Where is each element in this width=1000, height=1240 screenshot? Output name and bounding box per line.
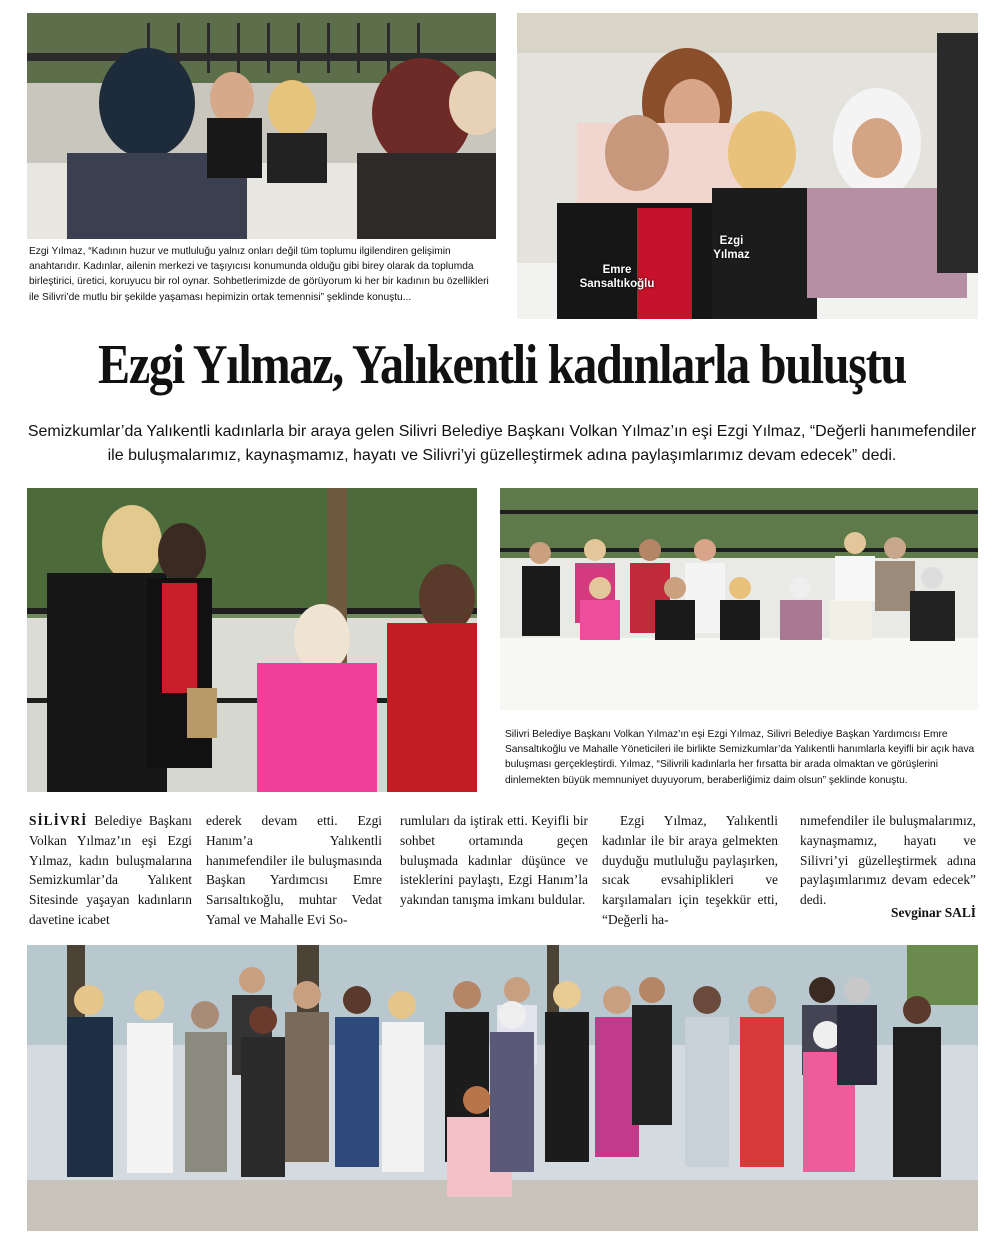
dateline: SİLİVRİ [29, 813, 88, 828]
body-text-1: Belediye Başkanı Volkan Yılmaz’ın eşi Ezgi Yılmaz, kadın buluşmalarına Semizkumlar’da Yalıkent Sitesinde yaşayan kadınların davetine icabet [29, 813, 192, 927]
body-column-1 [29, 811, 192, 930]
body-text-4: Ezgi Yılmaz, Yalıkentli kadınlar ile bir araya gelmekten duyduğu mutluluğu paylaşırken, sıcak evsahiplikleri ve karşılamaları için teşekkür etti, “Değerli ha- [602, 813, 778, 927]
photo-top-left [27, 13, 496, 239]
lede: Semizkumlar’da Yalıkentli kadınlarla bir araya gelen Silivri Belediye Başkanı Volkan Yılmaz’ın eşi Ezgi Yılmaz, “Değerli hanımefendiler ile buluşmalarımız, kaynaşmamız, hayatı ve Silivri’yi güzelleştirmek adına paylaşımlarımız devam edecek” dedi. [27, 423, 977, 464]
body-text-2: ederek devam etti. Ezgi Hanım’a Yalıkentli hanımefendiler ile buluşmasında Başkan Yardımcısı Emre Sarısaltıkoğlu, muhtar Vedat Yamal ve Mahalle Evi So- [206, 813, 382, 927]
headline: Ezgi Yılmaz, Yalıkentli kadınlarla buluştu [98, 334, 906, 396]
photo-label-ezgi: Ezgi Yılmaz [713, 235, 750, 261]
body-column-3 [400, 811, 588, 910]
photo-middle-right [500, 488, 978, 710]
caption-top-left: Ezgi Yılmaz, “Kadının huzur ve mutluluğu yalnız onları değil tüm toplumu ilgilendiren gelişimin anahtarıdır. Kadınlar, ailenin merkezi ve taşıyıcısı konumunda olduğu gibi birey olarak da toplumda birleştirici, üretici, koruyucu bir rol oynar. Sohbetlerimizde de görüyorum ki her bir kadının bu özellikleri ile Silivri’de mutlu bir şekilde yaşaması hepimizin ortak temennisi” şeklinde konuştu... [29, 246, 489, 303]
body-column-5 [800, 811, 976, 910]
photo-bottom-group [27, 945, 978, 1231]
body-text-5: nımefendiler ile buluşmalarımız, kaynaşmamız, hayatı ve Silivri’yi güzelleştirmek adına paylaşımlarımız devam edecek” dedi. [800, 813, 976, 908]
caption-middle-right: Silivri Belediye Başkanı Volkan Yılmaz’ın eşi Ezgi Yılmaz, Silivri Belediye Başkan Yardımcısı Emre Sansaltıkoğlu ve Mahalle Yöneticileri ile birlikte Semizkumlar’da Yalıkentli hanımlarla keyifli bir açık hava buluşması gerçekleştirdi. Yılmaz, “Silivrili kadınlarla her fırsatta bir arada olmaktan ve görüşlerini dinlemekten büyük memnuniyet duyuyorum, beraberliğimiz daim olsun” şeklinde konuştu. [505, 729, 975, 786]
byline: Sevginar SALİ [891, 905, 976, 920]
body-column-4 [602, 811, 778, 930]
body-column-2 [206, 811, 382, 930]
body-text-3: rumluları da iştirak etti. Keyifli bir sohbet ortamında geçen buluşmada kadınlar düşünce ve isteklerini paylaştı, Ezgi Hanım’la yakından tanışma imkanı buldular. [400, 813, 588, 908]
photo-top-right [517, 13, 978, 319]
photo-middle-left [27, 488, 477, 792]
photo-label-emre: Emre Sansaltıkoğlu [579, 264, 655, 290]
